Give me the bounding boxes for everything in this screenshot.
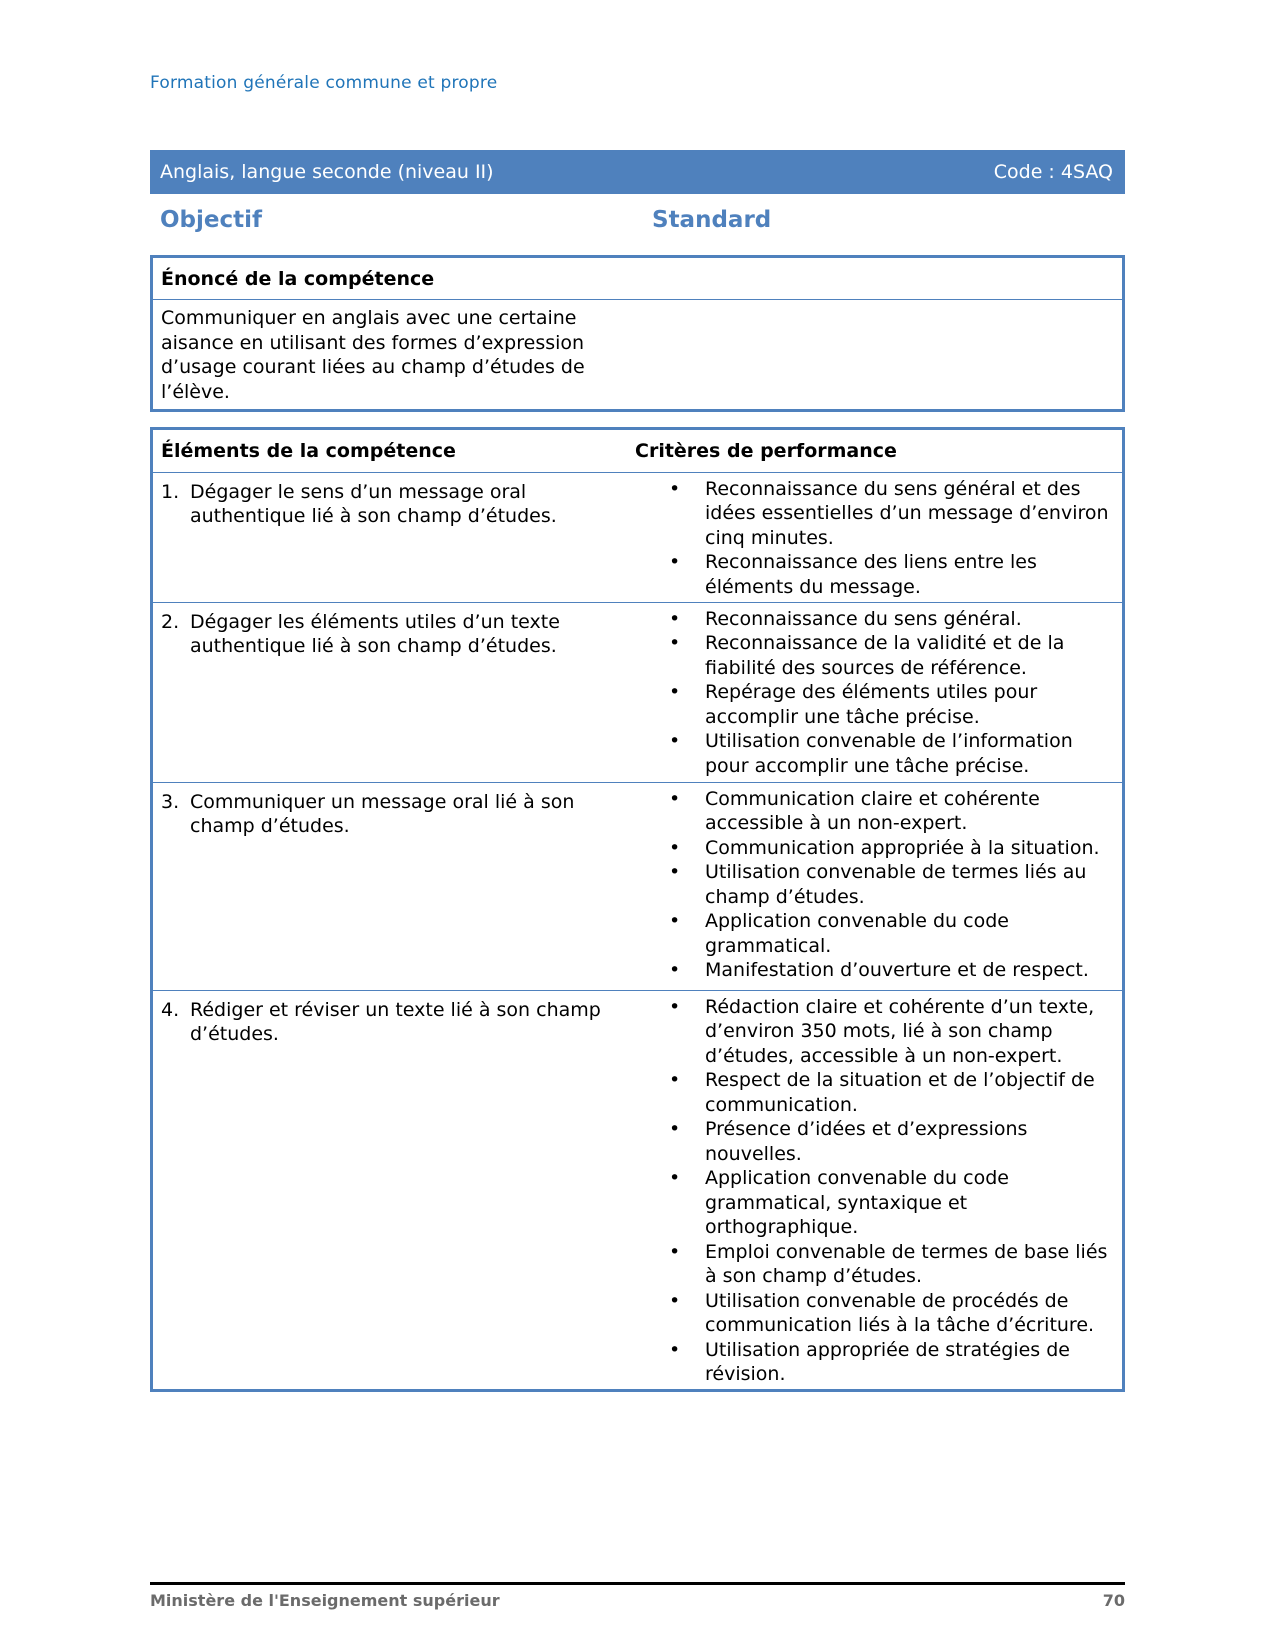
- enonce-box: [150, 255, 1125, 412]
- criteria-item: [635, 680, 1114, 729]
- criteria-item: [635, 631, 1114, 680]
- running-head: Formation générale commune et propre: [150, 73, 498, 93]
- footer-publisher: Ministère de l'Enseignement supérieur: [150, 1591, 500, 1610]
- criteria-item: [635, 607, 1114, 632]
- criteria-item: [635, 477, 1114, 551]
- criteria-item: [635, 995, 1114, 1069]
- competence-table: [153, 430, 1122, 1389]
- criteria-text: Utilisation appropriée de stratégies de révision.: [705, 1338, 1070, 1385]
- column-header-elements: Éléments de la compétence: [153, 430, 635, 472]
- bullet-icon: •: [669, 861, 681, 883]
- element-text: Dégager les éléments utiles d’un texte authentique lié à son champ d’études.: [190, 610, 560, 657]
- criteria-list: [635, 995, 1114, 1387]
- criteria-text: Application convenable du code grammatical.: [705, 910, 1009, 957]
- standard-heading: Standard: [652, 207, 772, 233]
- element-cell: [153, 990, 635, 1389]
- element-item: [161, 610, 635, 659]
- element-text: Dégager le sens d’un message oral authentique lié à son champ d’études.: [190, 480, 557, 527]
- criteria-text: Communication claire et cohérente accessible à un non-expert.: [705, 787, 1040, 834]
- bullet-icon: •: [669, 1240, 681, 1263]
- element-number: 3.: [161, 790, 180, 813]
- bullet-icon: •: [669, 681, 681, 703]
- criteria-item: [635, 836, 1114, 861]
- table-row: [153, 472, 1122, 602]
- element-number: 4.: [161, 998, 180, 1021]
- element-text: Rédiger et réviser un texte lié à son champ d’études.: [190, 998, 601, 1045]
- bullet-icon: •: [669, 551, 681, 573]
- objectif-heading: Objectif: [160, 207, 263, 233]
- criteria-text: Respect de la situation et de l’objectif de communication.: [705, 1069, 1095, 1116]
- element-cell: [153, 782, 635, 990]
- element-number: 2.: [161, 610, 180, 633]
- criteria-item: [635, 1289, 1114, 1338]
- criteria-item: [635, 729, 1114, 778]
- criteria-list: [635, 477, 1114, 600]
- criteria-text: Rédaction claire et cohérente d’un texte, d’environ 350 mots, lié à son champ d’études, accessible à un non-expert.: [705, 995, 1095, 1067]
- criteria-text: Manifestation d’ouverture et de respect.: [705, 959, 1089, 981]
- criteria-item: [635, 787, 1114, 836]
- bullet-icon: •: [669, 730, 681, 752]
- criteria-item: [635, 1068, 1114, 1117]
- criteria-list: [635, 787, 1114, 983]
- bullet-icon: •: [669, 1289, 681, 1312]
- course-code: Code : 4SAQ: [993, 161, 1113, 183]
- criteria-cell: [635, 472, 1122, 602]
- bullet-icon: •: [669, 1118, 681, 1140]
- criteria-text: Reconnaissance de la validité et de la fiabilité des sources de référence.: [705, 632, 1065, 679]
- criteria-list: [635, 607, 1114, 779]
- criteria-cell: [635, 602, 1122, 782]
- criteria-text: Utilisation convenable de procédés de communication liés à la tâche d’écriture.: [705, 1289, 1095, 1336]
- course-title: Anglais, langue seconde (niveau II): [160, 161, 494, 183]
- element-cell: [153, 472, 635, 602]
- element-item: [161, 998, 635, 1047]
- criteria-text: Application convenable du code grammatical, syntaxique et orthographique.: [705, 1167, 1009, 1238]
- enonce-text: Communiquer en anglais avec une certaine aisance en utilisant des formes d’expression d’usage courant liées au champ d’études de l’élève.: [161, 307, 585, 403]
- bullet-icon: •: [669, 632, 681, 654]
- element-item: [161, 790, 635, 839]
- criteria-item: [635, 1338, 1114, 1387]
- criteria-item: [635, 909, 1114, 958]
- competence-table-box: [150, 427, 1125, 1392]
- element-text: Communiquer un message oral lié à son champ d’études.: [190, 790, 575, 837]
- criteria-cell: [635, 990, 1122, 1389]
- criteria-cell: [635, 782, 1122, 990]
- criteria-item: [635, 1240, 1114, 1289]
- bullet-icon: •: [669, 995, 681, 1018]
- criteria-text: Utilisation convenable de termes liés au champ d’études.: [705, 861, 1087, 908]
- criteria-text: Utilisation convenable de l’information pour accomplir une tâche précise.: [705, 730, 1073, 777]
- criteria-text: Reconnaissance du sens général et des idées essentielles d’un message d’environ cinq minutes.: [705, 477, 1109, 549]
- element-number: 1.: [161, 480, 180, 503]
- enonce-header: Énoncé de la compétence: [153, 258, 1122, 300]
- criteria-item: [635, 958, 1114, 983]
- bullet-icon: •: [669, 477, 681, 500]
- bullet-icon: •: [669, 607, 681, 630]
- table-row: [153, 602, 1122, 782]
- element-cell: [153, 602, 635, 782]
- bullet-icon: •: [669, 836, 681, 859]
- criteria-text: Communication appropriée à la situation.: [705, 836, 1100, 859]
- course-title-bar: [150, 150, 1125, 194]
- bullet-icon: •: [669, 787, 681, 810]
- criteria-text: Emploi convenable de termes de base liés à son champ d’études.: [705, 1240, 1108, 1287]
- table-row: [153, 990, 1122, 1389]
- criteria-text: Reconnaissance du sens général.: [705, 607, 1022, 630]
- criteria-item: [635, 860, 1114, 909]
- footer-rule: [150, 1582, 1125, 1585]
- page-number: 70: [1102, 1591, 1125, 1610]
- table-row: [153, 782, 1122, 990]
- bullet-icon: •: [669, 959, 681, 981]
- criteria-item: [635, 550, 1114, 599]
- element-item: [161, 480, 635, 529]
- bullet-icon: •: [669, 1069, 681, 1091]
- bullet-icon: •: [669, 1338, 681, 1361]
- bullet-icon: •: [669, 910, 681, 932]
- column-header-criteres: Critères de performance: [635, 430, 1122, 472]
- criteria-text: Présence d’idées et d’expressions nouvelles.: [705, 1118, 1028, 1165]
- criteria-item: [635, 1166, 1114, 1240]
- criteria-item: [635, 1117, 1114, 1166]
- criteria-text: Repérage des éléments utiles pour accomplir une tâche précise.: [705, 681, 1038, 728]
- bullet-icon: •: [669, 1167, 681, 1189]
- criteria-text: Reconnaissance des liens entre les éléments du message.: [705, 551, 1037, 598]
